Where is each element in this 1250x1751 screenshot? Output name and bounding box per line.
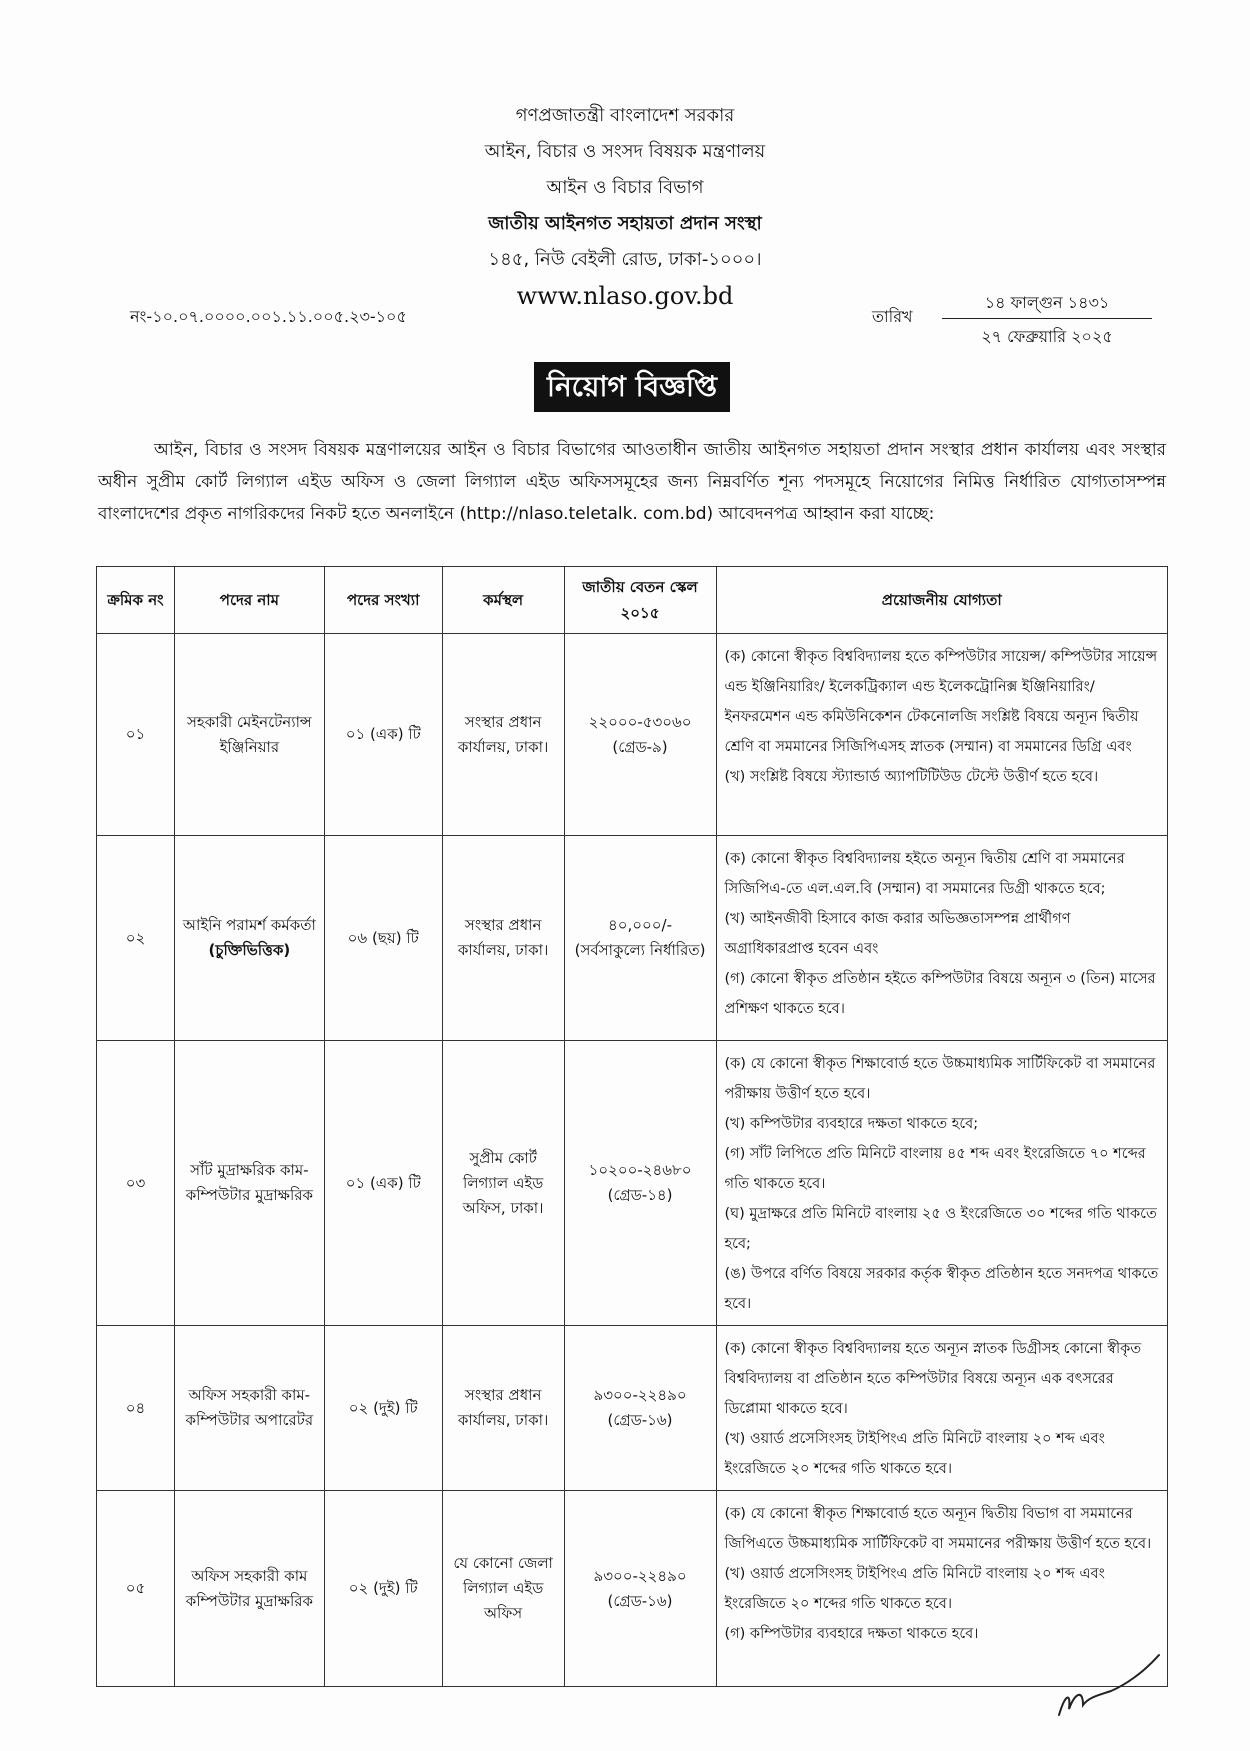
row-post: [174, 836, 324, 1041]
memo-number: নং-১০.০৭.০০০০.০০১.১১.০০৫.২৩-১০৫: [130, 307, 407, 326]
row-qualification: [716, 1041, 1168, 1326]
header-workplace: কর্মস্থল: [442, 567, 564, 634]
scale-value: ১০২০০-২৪৬৮০: [588, 1161, 692, 1179]
post-name: সাঁট মুদ্রাক্ষরিক কাম-কম্পিউটার মুদ্রাক্ষরিক: [185, 1161, 313, 1204]
row-count: ০২ (দুই) টি: [324, 1326, 442, 1491]
qualification-item: (গ) কম্পিউটার ব্যবহারে দক্ষতা থাকতে হবে।: [724, 1626, 979, 1642]
date-label: তারিখ: [872, 307, 913, 326]
qualification-item: (ক) কোনো স্বীকৃত বিশ্ববিদ্যালয় হতে কম্পিউটার সায়েন্স/ কম্পিউটার সায়েন্স এন্ড ইঞ্জিনিয়ারিং/ ইলেকট্রিক্যাল এন্ড ইলেকট্রোনিক্স ইঞ্জিনিয়ারিং/ ইনফরমেশন এন্ড কমিউনিকেশন টেকনোলজি সংশ্লিষ্ট বিষয়ে অন্যূন দ্বিতীয় শ্রেণি বা সমমানের সিজিপিএসহ স্নাতক (সম্মান) বা সমমানের ডিগ্রি এবং: [724, 649, 1158, 755]
row-workplace: সংস্থার প্রধান কার্যালয়, ঢাকা।: [442, 836, 564, 1041]
row-count: ০১ (এক) টি: [324, 1041, 442, 1326]
row-serial: ০৪: [97, 1326, 175, 1491]
qualification-item: (ঘ) মুদ্রাক্ষরে প্রতি মিনিটে বাংলায় ২৫ ও ইংরেজিতে ৩০ শব্দের গতি থাকতে হবে;: [724, 1206, 1157, 1252]
grade-value: (গ্রেড-১৪): [607, 1186, 673, 1204]
row-count: ০২ (দুই) টি: [324, 1491, 442, 1687]
qualification-item: (ঙ) উপরে বর্ণিত বিষয়ে সরকার কর্তৃক স্বীকৃত প্রতিষ্ঠান হতে সনদপত্র থাকতে হবে।: [724, 1266, 1159, 1312]
date-block: [872, 290, 1152, 350]
qualification-item: (খ) সংশ্লিষ্ট বিষয়ে স্ট্যান্ডার্ড অ্যাপটিটিউড টেস্টে উত্তীর্ণ হতে হবে।: [724, 769, 1099, 785]
header-organization: জাতীয় আইনগত সহায়তা প্রদান সংস্থা: [488, 213, 762, 234]
header-government: গণপ্রজাতন্ত্রী বাংলাদেশ সরকার: [515, 105, 735, 126]
header-post: পদের নাম: [174, 567, 324, 634]
scale-value: ২২০০০-৫৩০৬০: [588, 712, 692, 731]
post-name: অফিস সহকারী কাম-কম্পিউটার অপারেটর: [185, 1386, 314, 1429]
row-serial: ০৫: [97, 1491, 175, 1687]
date-bangla: ১৪ ফাল্গুন ১৪৩১: [984, 293, 1110, 312]
row-qualification: [716, 836, 1168, 1041]
signature-mark: [1055, 1645, 1165, 1725]
letterhead: [0, 98, 1250, 314]
header-address: ১৪৫, নিউ বেইলী রোড, ঢাকা-১০০০।: [488, 249, 762, 270]
notice-title: নিয়োগ বিজ্ঞপ্তি: [534, 362, 730, 412]
row-workplace: সংস্থার প্রধান কার্যালয়, ঢাকা।: [442, 634, 564, 836]
scale-value: ৪০,০০০/-: [608, 916, 673, 934]
qualification-item: (খ) ওয়ার্ড প্রসেসিংসহ টাইপিংএ প্রতি মিনিটে বাংলায় ২০ শব্দ এবং ইংরেজিতে ২০ শব্দের গতি থাকতে হবে।: [724, 1431, 1105, 1477]
header-serial: ক্রমিক নং: [97, 567, 175, 634]
header-division: আইন ও বিচার বিভাগ: [546, 177, 704, 198]
table-row: [97, 1041, 1168, 1326]
grade-value: (গ্রেড-১৬): [607, 1591, 673, 1610]
row-workplace: সংস্থার প্রধান কার্যালয়, ঢাকা।: [442, 1326, 564, 1491]
qualification-item: (খ) আইনজীবী হিসাবে কাজ করার অভিজ্ঞতাসম্পন্ন প্রার্থীগণ অগ্রাধিকারপ্রাপ্ত হবেন এবং: [724, 911, 1071, 957]
header-scale: জাতীয় বেতন স্কেল ২০১৫: [564, 567, 716, 634]
qualification-item: (ক) যে কোনো স্বীকৃত শিক্ষাবোর্ড হতে অন্যূন দ্বিতীয় বিভাগ বা সমমানের জিপিএতে উচ্চমাধ্যমিক সার্টিফিকেট বা সমমানের পরীক্ষায় উত্তীর্ণ হতে হবে।: [724, 1506, 1152, 1552]
table-row: [97, 836, 1168, 1041]
row-post: [174, 1491, 324, 1687]
header-qualification: প্রয়োজনীয় যোগ্যতা: [716, 567, 1168, 634]
row-workplace: যে কোনো জেলা লিগ্যাল এইড অফিস: [442, 1491, 564, 1687]
row-scale: [564, 836, 716, 1041]
qualification-item: (ক) যে কোনো স্বীকৃত শিক্ষাবোর্ড হতে উচ্চমাধ্যমিক সার্টিফিকেট বা সমমানের পরীক্ষায় উত্তীর্ণ হতে হবে।: [724, 1056, 1156, 1102]
grade-value: (সর্বসাকুল্যে নির্ধারিত): [574, 941, 706, 959]
row-count: ০৬ (ছয়) টি: [324, 836, 442, 1041]
header-website: www.nlaso.gov.bd: [516, 282, 734, 310]
post-name: আইনি পরামর্শ কর্মকর্তা: [182, 916, 316, 934]
table-header-row: [97, 567, 1168, 634]
table-row: [97, 1491, 1168, 1687]
row-serial: ০১: [97, 634, 175, 836]
post-note: (চুক্তিভিত্তিক): [208, 941, 291, 959]
row-count: ০১ (এক) টি: [324, 634, 442, 836]
row-qualification: [716, 634, 1168, 836]
row-scale: [564, 1041, 716, 1326]
table-row: [97, 634, 1168, 836]
date-divider: [942, 318, 1152, 319]
qualification-item: (গ) কোনো স্বীকৃত প্রতিষ্ঠান হইতে কম্পিউটার বিষয়ে অন্যূন ৩ (তিন) মাসের প্রশিক্ষণ থাকতে হবে।: [724, 971, 1156, 1017]
header-count: পদের সংখ্যা: [324, 567, 442, 634]
table-row: [97, 1326, 1168, 1491]
qualification-item: (গ) সাঁট লিপিতে প্রতি মিনিটে বাংলায় ৪৫ শব্দ এবং ইংরেজিতে ৭০ শব্দের গতি থাকতে হবে।: [724, 1146, 1146, 1192]
date-gregorian: ২৭ ফেব্রুয়ারি ২০২৫: [981, 327, 1113, 346]
scale-value: ৯৩০০-২২৪৯০: [593, 1386, 687, 1404]
row-post: [174, 634, 324, 836]
scale-value: ৯৩০০-২২৪৯০: [593, 1566, 687, 1585]
row-scale: [564, 1326, 716, 1491]
row-serial: ০২: [97, 836, 175, 1041]
grade-value: (গ্রেড-১৬): [607, 1411, 673, 1429]
grade-value: (গ্রেড-৯): [612, 737, 668, 756]
row-workplace: সুপ্রীম কোর্ট লিগ্যাল এইড অফিস, ঢাকা।: [442, 1041, 564, 1326]
row-scale: [564, 634, 716, 836]
row-post: [174, 1041, 324, 1326]
row-serial: ০৩: [97, 1041, 175, 1326]
qualification-item: (ক) কোনো স্বীকৃত বিশ্ববিদ্যালয় হতে অন্যূন স্নাতক ডিগ্রীসহ কোনো স্বীকৃত বিশ্ববিদ্যালয় বা প্রতিষ্ঠান হতে কম্পিউটার বিষয়ে অন্যূন এক বৎসরের ডিপ্লোমা থাকতে হবে।: [724, 1341, 1142, 1417]
post-name: অফিস সহকারী কাম কম্পিউটার মুদ্রাক্ষরিক: [185, 1566, 313, 1610]
row-scale: [564, 1491, 716, 1687]
header-ministry: আইন, বিচার ও সংসদ বিষয়ক মন্ত্রণালয়: [484, 141, 766, 162]
qualification-item: (খ) কম্পিউটার ব্যবহারে দক্ষতা থাকতে হবে;: [724, 1116, 979, 1132]
row-post: [174, 1326, 324, 1491]
vacancy-table: [96, 566, 1168, 1687]
row-qualification: [716, 1326, 1168, 1491]
post-name: সহকারী মেইনটেন্যান্স ইঞ্জিনিয়ার: [186, 712, 312, 756]
qualification-item: (খ) ওয়ার্ড প্রসেসিংসহ টাইপিংএ প্রতি মিনিটে বাংলায় ২০ শব্দ এবং ইংরেজিতে ২০ শব্দের গতি থাকতে হবে।: [724, 1566, 1105, 1612]
intro-paragraph: আইন, বিচার ও সংসদ বিষয়ক মন্ত্রণালয়ের আইন ও বিচার বিভাগের আওতাধীন জাতীয় আইনগত সহায়তা প্রদান সংস্থার প্রধান কার্যালয় এবং সংস্থার অধীন সুপ্রীম কোর্ট লিগ্যাল এইড অফিস ও জেলা লিগ্যাল এইড অফিসসমূহের জন্য নিম্নবর্ণিত শূন্য পদসমূহে নিয়োগের নিমিত্ত নির্ধারিত যোগ্যতাসম্পন্ন বাংলাদেশের প্রকৃত নাগরিকদের নিকট হতে অনলাইনে (http://nlaso.teletalk. com.bd) আবেদনপত্র আহ্বান করা যাচ্ছে:: [98, 440, 1166, 524]
qualification-item: (ক) কোনো স্বীকৃত বিশ্ববিদ্যালয় হইতে অন্যূন দ্বিতীয় শ্রেণি বা সমমানের সিজিপিএ-তে এল.এল.বি (সম্মান) বা সমমানের ডিগ্রী থাকতে হবে;: [724, 851, 1125, 897]
